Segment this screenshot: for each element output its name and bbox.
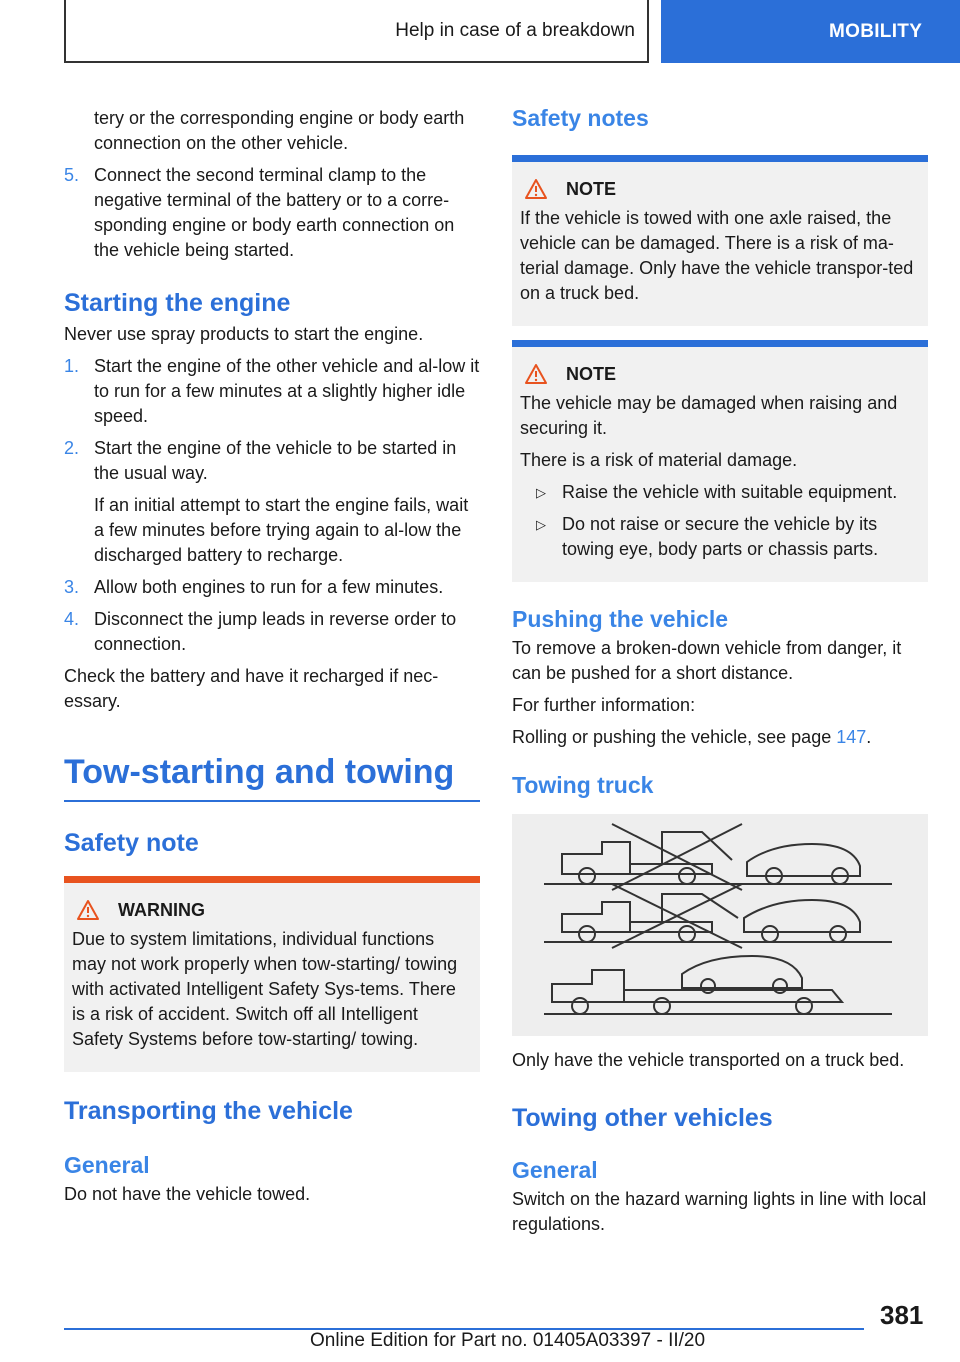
note-risk-text: There is a risk of material damage. — [520, 450, 798, 470]
step-number: 4. — [64, 609, 80, 629]
step-number: 2. — [64, 438, 80, 458]
subheading-general-right: General — [512, 1157, 598, 1183]
subheading-general: General — [64, 1152, 150, 1178]
step-text: Start the engine of the vehicle to be started in the usual way. — [94, 438, 457, 483]
warning-box — [64, 876, 480, 1072]
bullet-item — [520, 512, 920, 562]
bullet-item — [520, 480, 920, 505]
left-column — [64, 100, 480, 1207]
step-text: Allow both engines to run for a few minutes. — [94, 577, 444, 597]
note-label: NOTE — [566, 363, 617, 384]
warning-header — [72, 899, 472, 921]
warning-label: WARNING — [118, 899, 205, 920]
warning-triangle-icon — [76, 899, 100, 921]
bullet-arrow-icon: ▷ — [536, 485, 546, 500]
general-text: Do not have the vehicle towed. — [64, 1184, 311, 1204]
towing-truck-illustration — [512, 814, 928, 1036]
rolling-text: Rolling or pushing the vehicle, see page — [512, 727, 837, 747]
bullet-text: Do not raise or secure the vehicle by its towing eye, body parts or chassis parts. — [562, 514, 879, 559]
step-text: Start the engine of the other vehicle and al-low it to run for a few minutes at a slightly higher idle speed. — [94, 356, 480, 426]
subheading-safety-notes: Safety notes — [512, 105, 649, 131]
note-text: If the vehicle is towed with one axle raised, the vehicle can be damaged. There is a risk of ma-terial damage. Only have the vehicle transpor-ted on a truck bed. — [520, 208, 914, 303]
section-heading-starting-engine: Starting the engine — [64, 289, 291, 317]
chapter-heading-tow-starting: Tow-starting and towing — [64, 753, 455, 791]
section-tab[interactable] — [661, 0, 960, 63]
heading-rule — [64, 800, 480, 802]
section-heading-safety-note: Safety note — [64, 829, 199, 857]
section-heading-transporting: Transporting the vehicle — [64, 1097, 353, 1125]
further-info-label: For further information: — [512, 695, 696, 715]
page-number: 381 — [880, 1300, 924, 1330]
subheading-towing-truck: Towing truck — [512, 772, 654, 798]
warning-text: Due to system limitations, individual functions may not work properly when tow-starting/ towing with activated Intelligent Safety Sys-tems. There is a risk of accident. Switch off all Intelligent Safety Systems before tow-starting/ towing. — [72, 929, 458, 1049]
right-column — [512, 100, 928, 1237]
battery-check-text: Check the battery and have it recharged if nec-essary. — [64, 666, 439, 711]
note-header — [520, 178, 920, 200]
step-number: 3. — [64, 577, 80, 597]
warning-triangle-icon — [524, 363, 548, 385]
rolling-reference — [512, 725, 928, 750]
general-text-right: Switch on the hazard warning lights in line with local regulations. — [512, 1189, 927, 1234]
truck-caption: Only have the vehicle transported on a truck bed. — [512, 1050, 905, 1070]
start-step-2 — [64, 436, 480, 486]
pushing-text: To remove a broken-down vehicle from danger, it can be pushed for a short distance. — [512, 638, 902, 683]
section-title: MOBILITY — [829, 20, 923, 42]
chapter-header — [64, 0, 649, 63]
continued-step-text: tery or the corresponding engine or body earth connection on the other vehicle. — [94, 108, 465, 153]
bullet-text: Raise the vehicle with suitable equipment. — [562, 482, 898, 502]
subheading-pushing: Pushing the vehicle — [512, 606, 728, 632]
note-box-1 — [512, 155, 928, 326]
tow-truck-diagram — [512, 814, 928, 1036]
rolling-suffix: . — [866, 727, 872, 747]
page-link[interactable]: 147 — [836, 727, 867, 747]
note-label: NOTE — [566, 178, 617, 199]
start-step-2-note: If an initial attempt to start the engine fails, wait a few minutes before trying again to al-low the discharged battery to recharge. — [94, 495, 469, 565]
chapter-title: Help in case of a breakdown — [395, 19, 635, 41]
starting-intro: Never use spray products to start the engine. — [64, 324, 424, 344]
note-text: The vehicle may be damaged when raising and securing it. — [520, 393, 898, 438]
step-number: 5. — [64, 165, 80, 185]
step-5 — [64, 163, 480, 263]
step-text: Disconnect the jump leads in reverse order to connection. — [94, 609, 457, 654]
note-box-2 — [512, 340, 928, 582]
step-number: 1. — [64, 356, 80, 376]
start-step-4 — [64, 607, 480, 657]
edition-footer: Online Edition for Part no. 01405A03397 - II/20 — [310, 1330, 706, 1351]
section-heading-towing-other: Towing other vehicles — [512, 1104, 773, 1132]
step-text: Connect the second terminal clamp to the negative terminal of the battery or to a corre-sponding engine or body earth connection on the vehicle being started. — [94, 165, 455, 260]
warning-triangle-icon — [524, 178, 548, 200]
bullet-arrow-icon: ▷ — [536, 517, 546, 532]
start-step-1 — [64, 354, 480, 429]
note-header — [520, 363, 920, 385]
start-step-3 — [64, 575, 480, 600]
